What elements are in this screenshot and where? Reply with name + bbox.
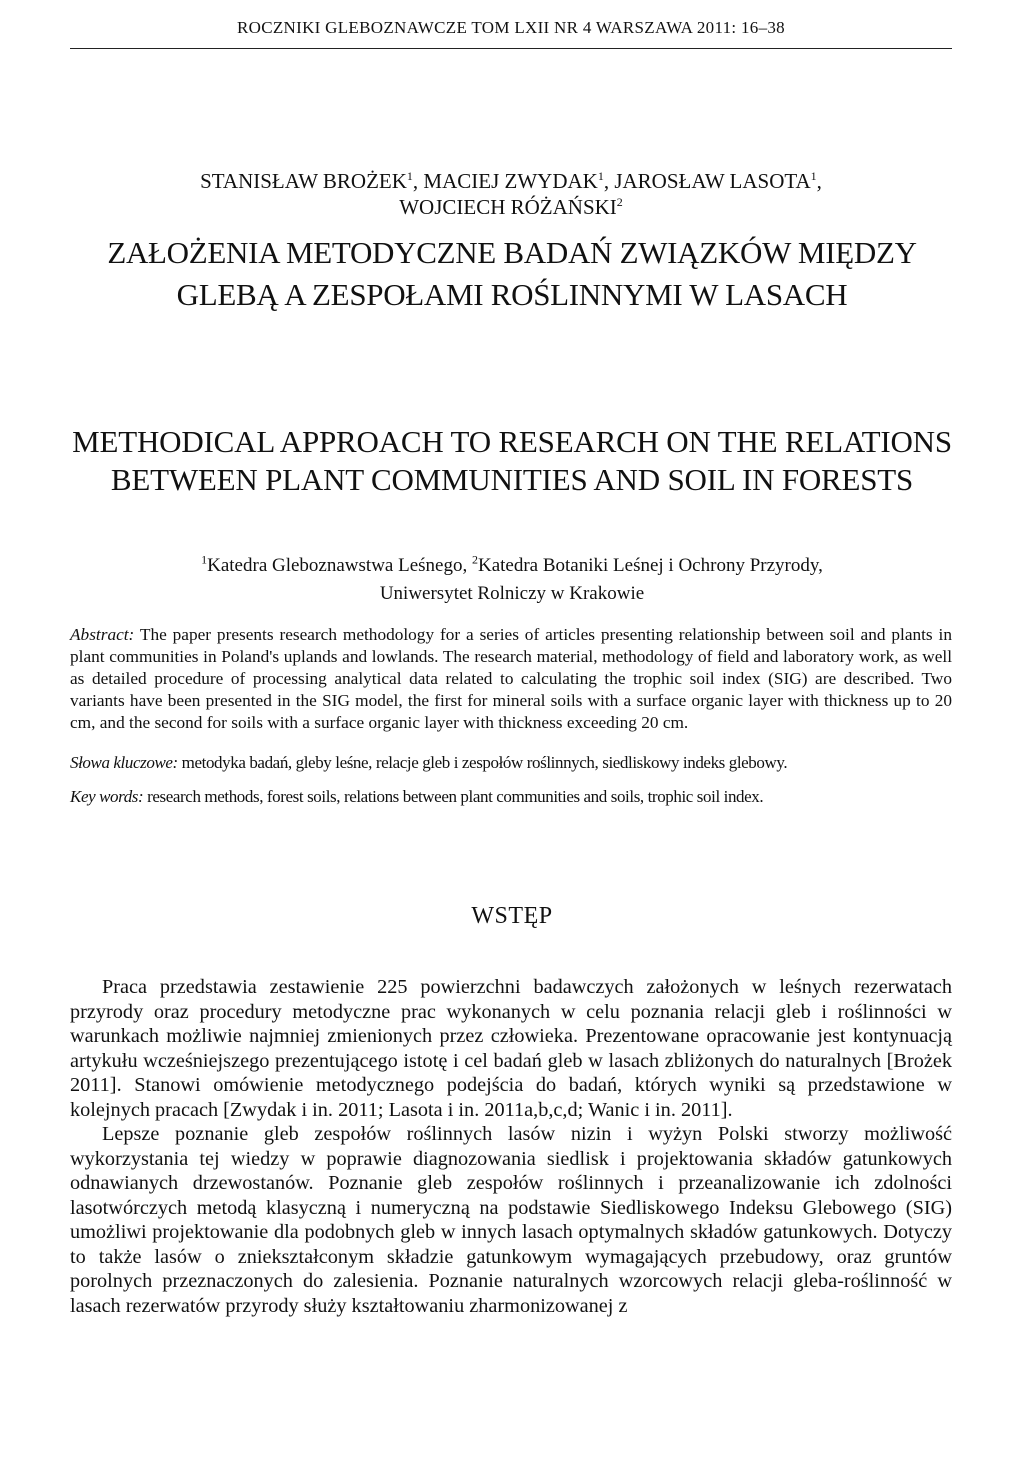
affiliation-line-1 xyxy=(60,552,964,580)
abstract-text: The paper presents research methodology for a series of articles presenting relationship between soil and plants in plant communities in Poland's uplands and lowlands. The research material, methodology of field and laboratory work, as well as detailed procedure of processing analytical data related to calculating the trophic soil index (SIG) are described. Two variants have been presented in the SIG model, the first for mineral soils with a surface organic layer with thickness up to 20 cm, and the second for soils with a surface organic layer with thickness exceeding 20 cm. xyxy=(70,625,952,732)
abstract-label: Abstract: xyxy=(70,625,135,644)
affiliation-line-2: Uniwersytet Rolniczy w Krakowie xyxy=(379,583,645,604)
authors-block xyxy=(70,168,952,220)
paragraph: Lepsze poznanie gleb zespołów roślinnych lasów nizin i wyżyn Polski stworzy możliwość wykorzystania tej wiedzy w poprawie diagnozowania siedlisk i projektowania składów gatunkowych odnawianych drzewostanów. Poznanie gleb zespołów roślinnych i przeanalizowanie ich zdolności lasotwórczych metodą klasyczną i numeryczną na podstawie Siedliskowego Indeksu Glebowego (SIG) umożliwi projektowanie dla podobnych gleb w innych lasach optymalnych składów gatunkowych. Dotyczy to także lasów o zniekształconym składzie gatunkowym wymagających przebudowy, oraz gruntów porolnych przeznaczonych do zalesienia. Poznanie naturalnych wzorcowych relacji gleba-roślinność w lasach rezerwatów przyrody służy kształtowaniu zharmonizowanej z xyxy=(70,1123,952,1317)
keywords-polish xyxy=(70,752,952,774)
author-affiliation-marker: 1 xyxy=(810,169,817,183)
author-affiliation-marker: 1 xyxy=(597,169,604,183)
author-separator: , xyxy=(816,169,822,193)
paper-title-english: METHODICAL APPROACH TO RESEARCH ON THE RELATIONS BETWEEN PLANT COMMUNITIES AND SOIL IN FORESTS xyxy=(72,424,952,497)
author-name: , MACIEJ ZWYDAK xyxy=(412,169,598,193)
paper-title-polish: ZAŁOŻENIA METODYCZNE BADAŃ ZWIĄZKÓW MIĘDZY GLEBĄ A ZESPOŁAMI ROŚLINNYMI W LASACH xyxy=(107,235,917,312)
author-name: , JAROSŁAW LASOTA xyxy=(603,169,811,193)
affiliation-marker: 2 xyxy=(471,552,478,567)
section-heading: WSTĘP xyxy=(471,903,553,929)
author-affiliation-marker: 1 xyxy=(406,169,413,183)
keywords-english-text: research methods, forest soils, relations between plant communities and soils, trophic soil index. xyxy=(143,787,764,806)
body-text xyxy=(70,975,952,1318)
author-affiliation-marker: 2 xyxy=(616,195,623,209)
keywords-polish-text: metodyka badań, gleby leśne, relacje gleb i zespołów roślinnych, siedliskowy indeks glebowy. xyxy=(177,753,788,772)
author-name: STANISŁAW BROŻEK xyxy=(200,169,407,193)
abstract xyxy=(70,624,952,734)
affiliation-text: Katedra Gleboznawstwa Leśnego, xyxy=(207,555,472,576)
paragraph: Praca przedstawia zestawienie 225 powierzchni badawczych założonych w leśnych rezerwatach przyrody oraz procedury metodyczne prac wykonanych w celu poznania relacji gleb i roślinności w warunkach możliwie najmniej zmienionych przez człowieka. Prezentowane opracowanie jest kontynuacją artykułu wcześniejszego prezentującego istotę i cel badań gleb w lasach zbliżonych do naturalnych [Brożek 2011]. Stanowi omówienie metodycznego podejścia do badań, których wyniki są przedstawione w kolejnych pracach [Zwydak i in. 2011; Lasota i in. 2011a,b,c,d; Wanic i in. 2011]. xyxy=(70,976,952,1121)
keywords-english-label: Key words: xyxy=(70,787,144,806)
authors-line-1 xyxy=(70,168,952,194)
keywords-polish-label: Słowa kluczowe: xyxy=(70,753,178,772)
affiliation-marker: 1 xyxy=(201,552,208,567)
affiliations xyxy=(60,552,964,608)
keywords-english xyxy=(70,786,952,808)
running-head: ROCZNIKI GLEBOZNAWCZE TOM LXII NR 4 WARSZAWA 2011: 16–38 xyxy=(70,18,952,49)
affiliation-text: Katedra Botaniki Leśnej i Ochrony Przyrody, xyxy=(477,555,823,576)
authors-line-2 xyxy=(70,194,952,220)
author-name: WOJCIECH RÓŻAŃSKI xyxy=(399,195,617,219)
